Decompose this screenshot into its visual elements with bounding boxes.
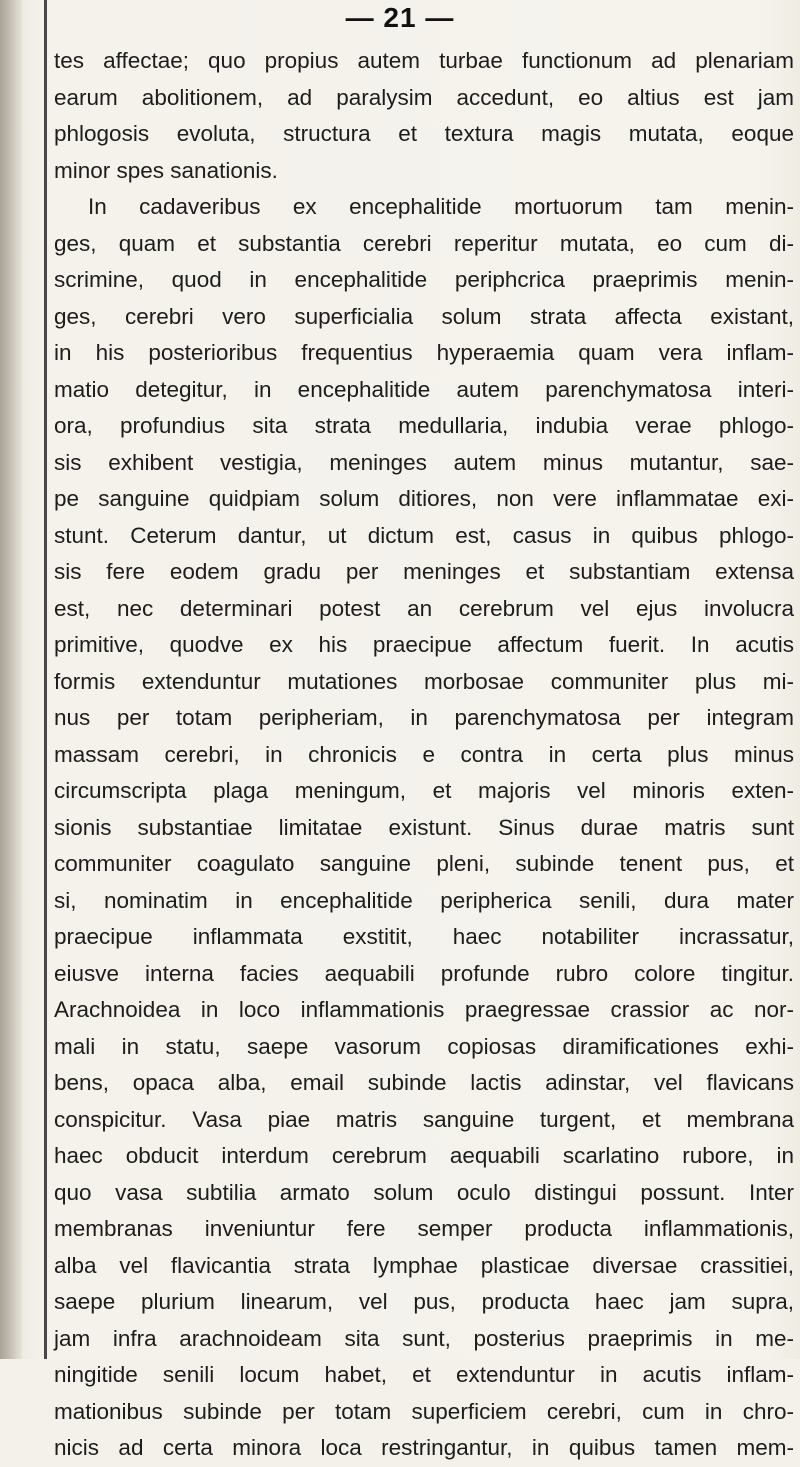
text-line: communiter coagulato sanguine pleni, subinde tenent pus, et (54, 851, 794, 876)
margin-rule (44, 0, 47, 1359)
text-line: primitive, quodve ex his praecipue affectum fuerit. In acutis (54, 632, 794, 657)
text-line: ges, cerebri vero superficialia solum strata affecta existant, (54, 303, 794, 329)
text-line: est, nec determinari potest an cerebrum vel ejus involucra (54, 595, 794, 621)
text-line: si, nominatim in encephalitide peripherica senili, dura mater (54, 887, 794, 913)
text-line: praecipue inflammata exstitit, haec notabiliter incrassatur, (54, 924, 794, 949)
text-line: eiusve interna facies aequabili profunde rubro colore tingitur. (54, 960, 794, 986)
text-line: nus per totam peripheriam, in parenchymatosa per integram (54, 705, 794, 730)
text-line: circumscripta plaga meningum, et majoris vel minoris exten- (54, 778, 794, 803)
text-line: conspicitur. Vasa piae matris sanguine turgent, et membrana (54, 1106, 794, 1132)
text-line: saepe plurium linearum, vel pus, producta haec jam supra, (54, 1289, 794, 1314)
text-line: earum abolitionem, ad paralysim accedunt, eo altius est jam (54, 84, 794, 110)
text-line: ningitide senili locum habet, et extenduntur in acutis inflam- (54, 1362, 794, 1387)
text-line: quo vasa subtilia armato solum oculo distingui possunt. Inter (54, 1179, 794, 1205)
text-line: jam infra arachnoideam sita sunt, posterius praeprimis in me- (54, 1325, 794, 1351)
text-line: minor spes sanationis. (54, 157, 278, 183)
text-line: ges, quam et substantia cerebri reperitur mutata, eo cum di- (54, 230, 794, 256)
text-line: sis fere eodem gradu per meninges et substantiam extensa (54, 559, 794, 584)
text-line: tes affectae; quo propius autem turbae functionum ad plenariam (54, 48, 794, 73)
page-number-header: — 21 — (345, 2, 455, 33)
text-line: massam cerebri, in chronicis e contra in certa plus minus (54, 741, 794, 767)
text-line: alba vel flavicantia strata lymphae plasticae diversae crassitiei, (54, 1252, 794, 1278)
text-line: haec obducit interdum cerebrum aequabili scarlatino rubore, in (54, 1143, 794, 1168)
text-line: In cadaveribus ex encephalitide mortuorum tam menin- (88, 194, 794, 219)
text-line: nicis ad certa minora loca restringantur, in quibus tamen mem- (54, 1435, 794, 1460)
text-line: formis extenduntur mutationes morbosae communiter plus mi- (54, 668, 794, 694)
text-line: pe sanguine quidpiam solum ditiores, non vere inflammatae exi- (54, 486, 794, 511)
text-line: matio detegitur, in encephalitide autem parenchymatosa interi- (54, 376, 794, 402)
text-line: phlogosis evoluta, structura et textura magis mutata, eoque (54, 121, 794, 146)
text-line: Arachnoidea in loco inflammationis praegressae crassior ac nor- (54, 997, 794, 1022)
body-text (54, 43, 794, 1467)
text-line: sis exhibent vestigia, meninges autem minus mutantur, sae- (54, 449, 794, 475)
text-line: mali in statu, saepe vasorum copiosas diramificationes exhi- (54, 1033, 794, 1059)
text-line: in his posterioribus frequentius hyperaemia quam vera inflam- (54, 340, 794, 365)
text-line: bens, opaca alba, email subinde lactis adinstar, vel flavicans (54, 1070, 794, 1095)
text-line: stunt. Ceterum dantur, ut dictum est, casus in quibus phlogo- (54, 522, 794, 548)
text-line: scrimine, quod in encephalitide periphcrica praeprimis menin- (54, 267, 794, 292)
text-line: mationibus subinde per totam superficiem cerebri, cum in chro- (54, 1398, 794, 1424)
text-line: ora, profundius sita strata medullaria, indubia verae phlogo- (54, 413, 794, 438)
text-line: sionis substantiae limitatae existunt. Sinus durae matris sunt (54, 814, 794, 840)
text-line: membranas inveniuntur fere semper producta inflammationis, (54, 1216, 794, 1241)
binding-gutter (0, 0, 22, 1359)
